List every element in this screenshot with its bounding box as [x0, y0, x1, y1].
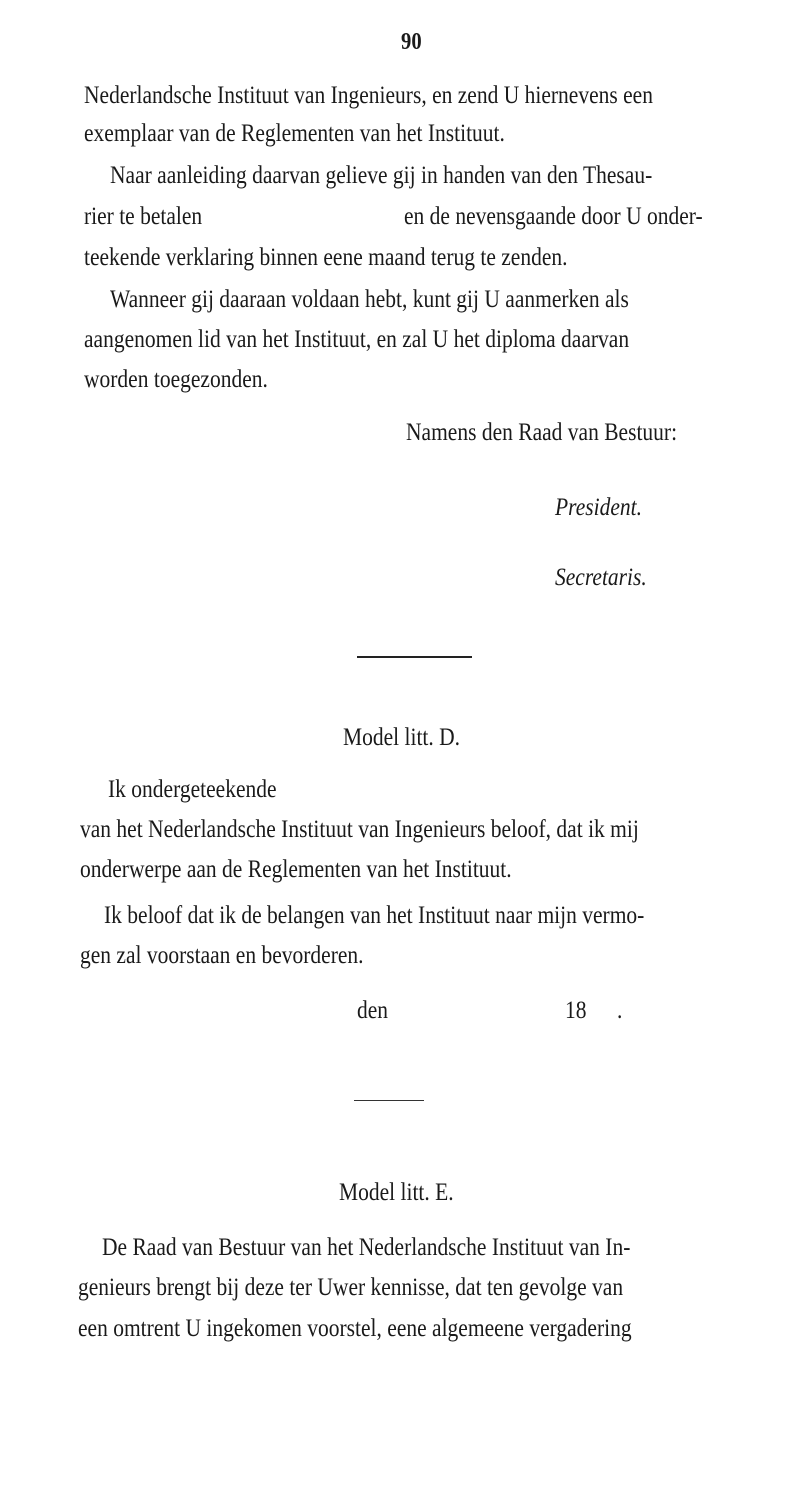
section-divider: [357, 656, 472, 658]
closing-line: Namens den Raad van Bestuur:: [406, 419, 678, 446]
text-line: Nederlandsche Instituut van Ingenieurs, en zend U hiernevens een: [84, 82, 653, 109]
date-den: den: [357, 997, 389, 1024]
page-number: 90: [401, 29, 422, 55]
text-line: en de nevensgaande door U onder-: [404, 203, 703, 230]
text-line: rier te betalen: [84, 203, 203, 230]
text-line: onderwerpe aan de Reglementen van het Instituut.: [80, 856, 512, 883]
text-line: Naar aanleiding daarvan gelieve gij in handen van den Thesau-: [110, 162, 653, 189]
text-line: aangenomen lid van het Instituut, en zal U het diploma daarvan: [84, 326, 630, 353]
signature-secretaris: Secretaris.: [555, 564, 647, 591]
date-year: 18: [565, 997, 587, 1024]
text-line: exemplaar van de Reglementen van het Instituut.: [84, 120, 505, 147]
section-heading: Model litt. E.: [339, 1179, 454, 1206]
text-line: De Raad van Bestuur van het Nederlandsche Instituut van In-: [102, 1234, 631, 1261]
text-line: genieurs brengt bij deze ter Uwer kennisse, dat ten gevolge van: [78, 1274, 624, 1301]
text-line: worden toegezonden.: [84, 366, 268, 393]
text-line: teekende verklaring binnen eene maand terug te zenden.: [84, 244, 568, 271]
section-heading: Model litt. D.: [343, 724, 461, 751]
text-line: van het Nederlandsche Instituut van Ingenieurs beloof, dat ik mij: [80, 816, 639, 843]
section-divider: [354, 1100, 424, 1101]
text-line: een omtrent U ingekomen voorstel, eene algemeene vergadering: [78, 1315, 632, 1342]
signature-president: President.: [555, 494, 642, 521]
date-dot: .: [617, 997, 623, 1024]
text-line: Ik beloof dat ik de belangen van het Instituut naar mijn vermo-: [104, 902, 645, 929]
text-line: Ik ondergeteekende: [108, 776, 277, 803]
text-line: Wanneer gij daaraan voldaan hebt, kunt gij U aanmerken als: [110, 286, 629, 313]
text-line: gen zal voorstaan en bevorderen.: [80, 942, 364, 969]
